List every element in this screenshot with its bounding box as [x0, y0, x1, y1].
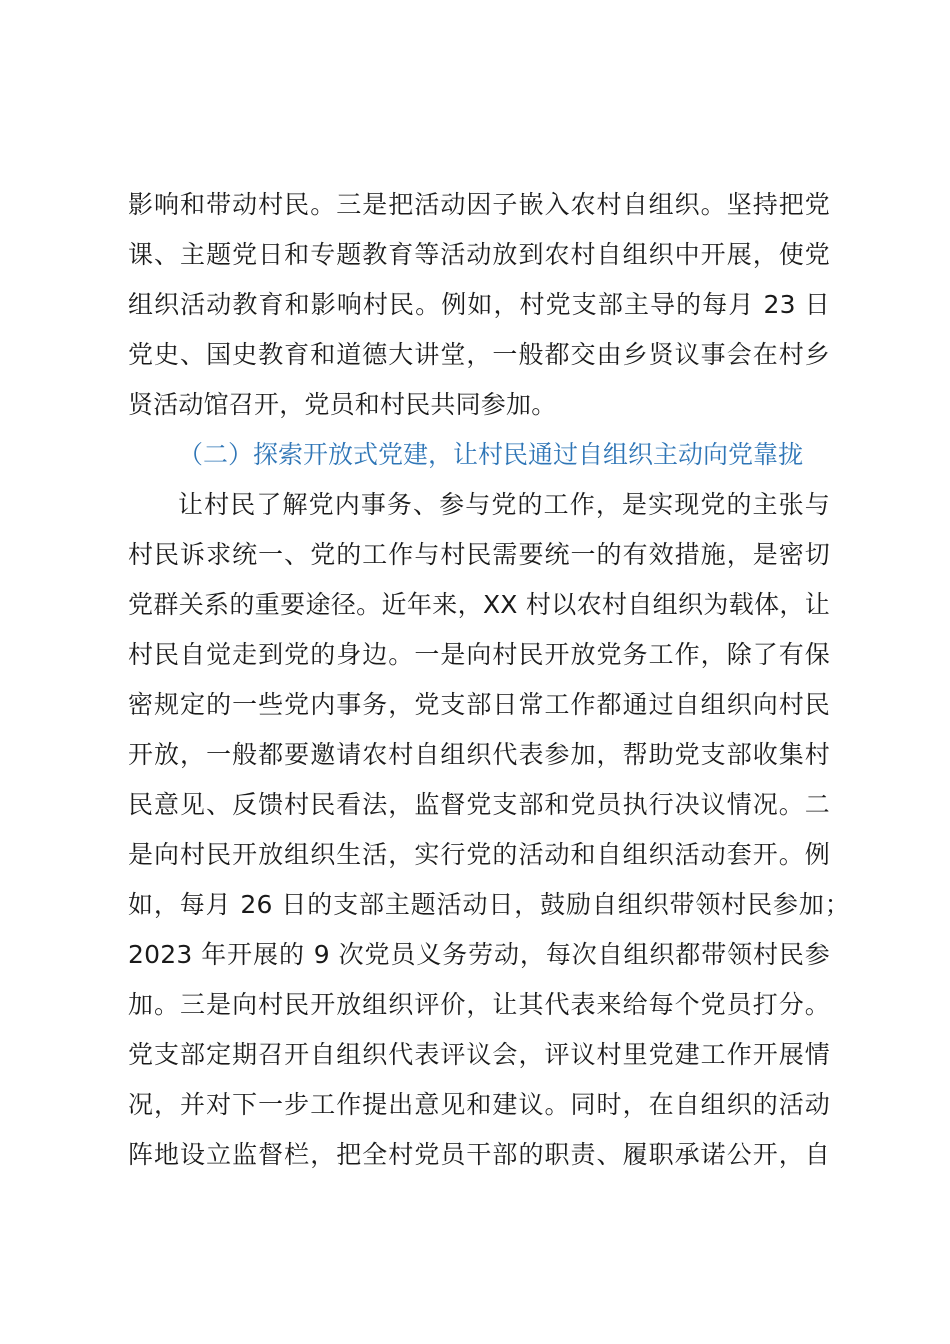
paragraph2-line-2: 村民诉求统一、党的工作与村民需要统一的有效措施，是密切 — [128, 540, 830, 569]
paragraph2-line-13: 况，并对下一步工作提出意见和建议。同时，在自组织的活动 — [128, 1090, 830, 1119]
paragraph2-line-5: 密规定的一些党内事务，党支部日常工作都通过自组织向村民 — [128, 690, 830, 719]
paragraph2-line-6: 开放，一般都要邀请农村自组织代表参加，帮助党支部收集村 — [128, 740, 830, 769]
paragraph1-line-2: 课、主题党日和专题教育等活动放到农村自组织中开展，使党 — [128, 240, 830, 269]
paragraph1-line-5: 贤活动馆召开，党员和村民共同参加。 — [128, 390, 557, 419]
paragraph2-line-4: 村民自觉走到党的身边。一是向村民开放党务工作，除了有保 — [128, 640, 830, 669]
paragraph2-line-11: 加。三是向村民开放组织评价，让其代表来给每个党员打分。 — [128, 990, 830, 1019]
paragraph2-line-3: 党群关系的重要途径。近年来，XX 村以农村自组织为载体，让 — [128, 590, 830, 619]
paragraph1-line-1: 影响和带动村民。三是把活动因子嵌入农村自组织。坚持把党 — [128, 190, 830, 219]
paragraph1-line-3: 组织活动教育和影响村民。例如，村党支部主导的每月 23 日 — [128, 290, 830, 319]
section-heading: （二）探索开放式党建，让村民通过自组织主动向党靠拢 — [178, 440, 804, 469]
paragraph2-line-9: 如，每月 26 日的支部主题活动日，鼓励自组织带领村民参加； — [128, 890, 850, 919]
paragraph2-line-1: 让村民了解党内事务、参与党的工作，是实现党的主张与 — [178, 490, 830, 519]
paragraph2-line-12: 党支部定期召开自组织代表评议会，评议村里党建工作开展情 — [128, 1040, 830, 1069]
paragraph2-line-8: 是向村民开放组织生活，实行党的活动和自组织活动套开。例 — [128, 840, 830, 869]
paragraph2-line-14: 阵地设立监督栏，把全村党员干部的职责、履职承诺公开，自 — [128, 1140, 830, 1169]
paragraph2-line-7: 民意见、反馈村民看法，监督党支部和党员执行决议情况。二 — [128, 790, 830, 819]
paragraph2-line-10: 2023 年开展的 9 次党员义务劳动，每次自组织都带领村民参 — [128, 940, 830, 969]
paragraph1-line-4: 党史、国史教育和道德大讲堂，一般都交由乡贤议事会在村乡 — [128, 340, 830, 369]
